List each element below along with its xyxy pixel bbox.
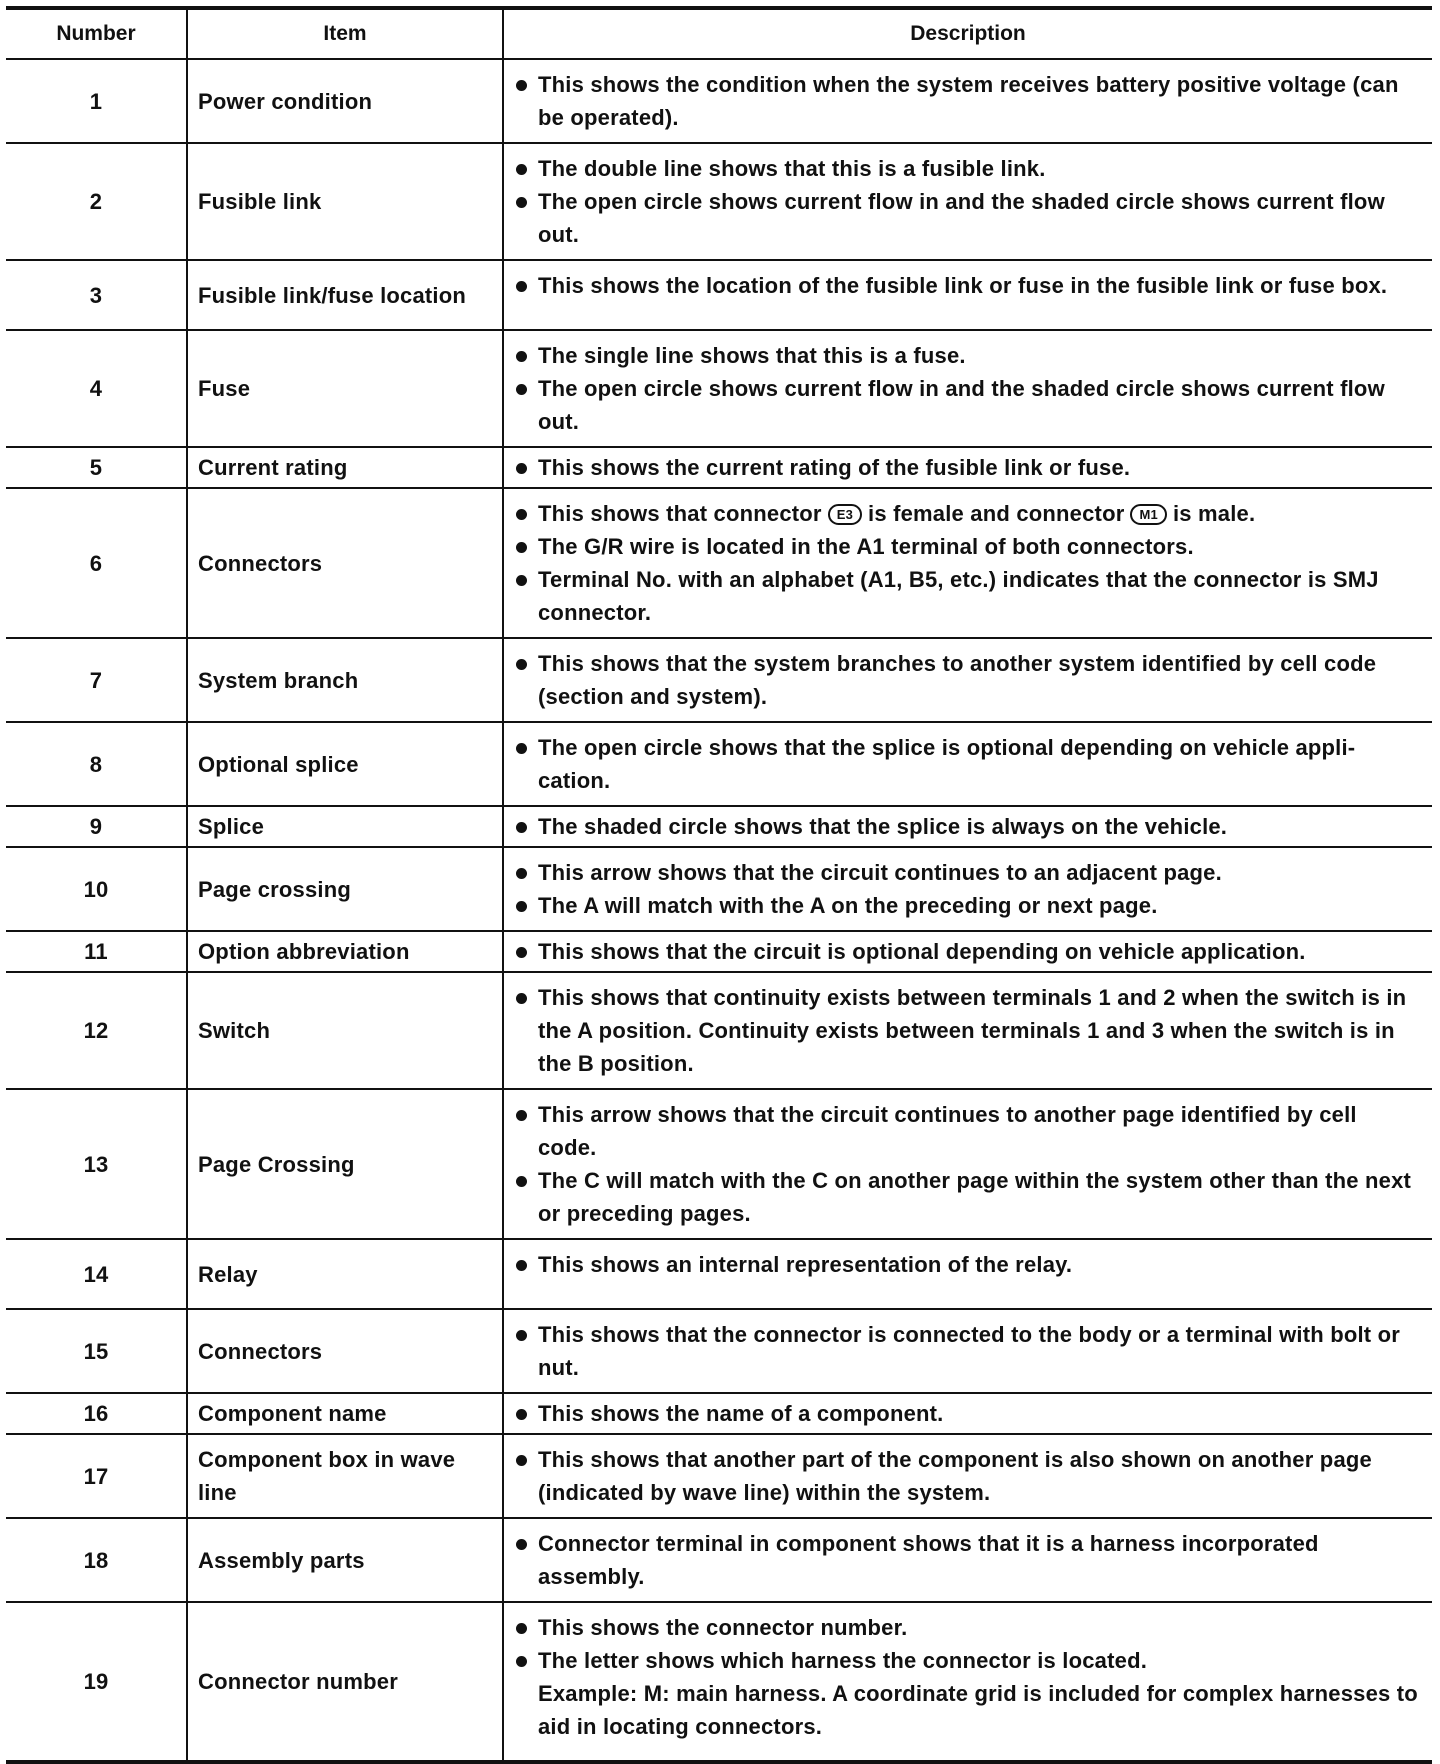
row-number: 3 — [6, 260, 187, 330]
row-number: 4 — [6, 330, 187, 447]
header-description: Description — [503, 8, 1432, 59]
row-description — [503, 1393, 1432, 1434]
row-number: 5 — [6, 447, 187, 488]
example-label: Example: — [538, 1681, 644, 1706]
row-description — [503, 1434, 1432, 1518]
row-item: Assembly parts — [187, 1518, 503, 1602]
row-number: 13 — [6, 1089, 187, 1239]
description-bullet: This shows an internal representation of the relay. — [514, 1248, 1418, 1281]
table-row — [6, 972, 1432, 1089]
description-bullet — [514, 497, 1418, 530]
row-description — [503, 143, 1432, 260]
connector-text-mid: is female and connector — [868, 501, 1125, 526]
row-description — [503, 1239, 1432, 1309]
table-row — [6, 638, 1432, 722]
description-bullet: Terminal No. with an alphabet (A1, B5, etc.) indicates that the connector is SMJ connector. — [514, 563, 1418, 629]
row-number: 14 — [6, 1239, 187, 1309]
row-item: Current rating — [187, 447, 503, 488]
row-number: 19 — [6, 1602, 187, 1762]
description-bullet: The C will match with the C on another page within the system other than the next or preceding pages. — [514, 1164, 1418, 1230]
row-number: 12 — [6, 972, 187, 1089]
table-row — [6, 330, 1432, 447]
table-row — [6, 722, 1432, 806]
description-bullet: The double line shows that this is a fusible link. — [514, 152, 1418, 185]
male-connector-icon: M1 — [1130, 504, 1166, 525]
table-row — [6, 447, 1432, 488]
description-bullet: The shaded circle shows that the splice is always on the vehicle. — [514, 810, 1418, 843]
table-row — [6, 59, 1432, 143]
description-bullet: The open circle shows that the splice is optional depending on vehicle appli-cation. — [514, 731, 1418, 797]
row-description — [503, 260, 1432, 330]
harness-example-note — [514, 1677, 1418, 1743]
table-row — [6, 1518, 1432, 1602]
description-bullet: The open circle shows current flow in and the shaded circle shows current flow out. — [514, 372, 1418, 438]
row-description — [503, 447, 1432, 488]
example-letter: M — [643, 1681, 663, 1706]
row-description — [503, 722, 1432, 806]
row-number: 18 — [6, 1518, 187, 1602]
description-bullet: This arrow shows that the circuit continues to an adjacent page. — [514, 856, 1418, 889]
row-number: 10 — [6, 847, 187, 931]
row-number: 6 — [6, 488, 187, 638]
legend-table-sheet — [6, 6, 1432, 1764]
description-bullet: The A will match with the A on the preceding or next page. — [514, 889, 1418, 922]
row-description — [503, 931, 1432, 972]
row-description — [503, 1309, 1432, 1393]
row-item: Page crossing — [187, 847, 503, 931]
row-item: Switch — [187, 972, 503, 1089]
row-description — [503, 59, 1432, 143]
description-bullet: This shows the name of a component. — [514, 1397, 1418, 1430]
row-item: Option abbreviation — [187, 931, 503, 972]
row-item: Component name — [187, 1393, 503, 1434]
header-number: Number — [6, 8, 187, 59]
table-row — [6, 260, 1432, 330]
row-item: Fusible link/fuse location — [187, 260, 503, 330]
table-row — [6, 931, 1432, 972]
row-number: 9 — [6, 806, 187, 847]
row-number: 7 — [6, 638, 187, 722]
description-bullet: This shows the location of the fusible link or fuse in the fusible link or fuse box. — [514, 269, 1418, 302]
description-bullet: This arrow shows that the circuit continues to another page identified by cell code. — [514, 1098, 1418, 1164]
row-item: Connectors — [187, 488, 503, 638]
table-row — [6, 847, 1432, 931]
table-row — [6, 806, 1432, 847]
description-bullet: This shows the condition when the system receives battery positive voltage (can be operated). — [514, 68, 1418, 134]
description-bullet: The single line shows that this is a fuse. — [514, 339, 1418, 372]
description-bullet: The letter shows which harness the connector is located. — [514, 1644, 1418, 1677]
description-bullet: This shows that the circuit is optional depending on vehicle application. — [514, 935, 1418, 968]
row-number: 15 — [6, 1309, 187, 1393]
row-item: Splice — [187, 806, 503, 847]
description-bullet: The open circle shows current flow in and the shaded circle shows current flow out. — [514, 185, 1418, 251]
row-item: System branch — [187, 638, 503, 722]
description-bullet: This shows the current rating of the fusible link or fuse. — [514, 451, 1418, 484]
table-row — [6, 1239, 1432, 1309]
row-item: Fuse — [187, 330, 503, 447]
table-row — [6, 143, 1432, 260]
description-bullet: The G/R wire is located in the A1 terminal of both connectors. — [514, 530, 1418, 563]
row-item: Fusible link — [187, 143, 503, 260]
row-description — [503, 1089, 1432, 1239]
row-description — [503, 488, 1432, 638]
table-row — [6, 1602, 1432, 1762]
table-row — [6, 1434, 1432, 1518]
description-bullet: This shows that the system branches to another system identified by cell code (section and system). — [514, 647, 1418, 713]
row-number: 17 — [6, 1434, 187, 1518]
row-description — [503, 1518, 1432, 1602]
connector-text-post: is male. — [1172, 501, 1256, 526]
row-number: 1 — [6, 59, 187, 143]
table-row — [6, 1089, 1432, 1239]
table-row — [6, 1393, 1432, 1434]
female-connector-icon: E3 — [828, 504, 862, 525]
row-description — [503, 847, 1432, 931]
row-item: Page Crossing — [187, 1089, 503, 1239]
row-description — [503, 638, 1432, 722]
example-text: : main harness. A coordinate grid is included for complex harnesses to aid in locating connectors. — [538, 1681, 1418, 1739]
row-number: 16 — [6, 1393, 187, 1434]
row-item: Connector number — [187, 1602, 503, 1762]
header-item: Item — [187, 8, 503, 59]
description-bullet: This shows that another part of the component is also shown on another page (indicated by wave line) within the system. — [514, 1443, 1418, 1509]
row-description — [503, 972, 1432, 1089]
table-row — [6, 488, 1432, 638]
table-header-row — [6, 8, 1432, 59]
row-item: Connectors — [187, 1309, 503, 1393]
row-item: Component box in wave line — [187, 1434, 503, 1518]
row-item: Power condition — [187, 59, 503, 143]
row-description — [503, 1602, 1432, 1762]
table-row — [6, 1309, 1432, 1393]
connector-text-pre: This shows that connector — [538, 501, 822, 526]
row-description — [503, 806, 1432, 847]
row-item: Relay — [187, 1239, 503, 1309]
row-number: 11 — [6, 931, 187, 972]
description-bullet: This shows the connector number. — [514, 1611, 1418, 1644]
row-number: 2 — [6, 143, 187, 260]
row-item: Optional splice — [187, 722, 503, 806]
description-bullet: This shows that continuity exists between terminals 1 and 2 when the switch is in the A position. Continuity exists between terminals 1 and 3 when the switch is in the B position. — [514, 981, 1418, 1080]
row-number: 8 — [6, 722, 187, 806]
description-bullet: Connector terminal in component shows that it is a harness incorporated assembly. — [514, 1527, 1418, 1593]
description-bullet: This shows that the connector is connected to the body or a terminal with bolt or nut. — [514, 1318, 1418, 1384]
wiring-diagram-legend-table — [6, 6, 1432, 1764]
row-description — [503, 330, 1432, 447]
